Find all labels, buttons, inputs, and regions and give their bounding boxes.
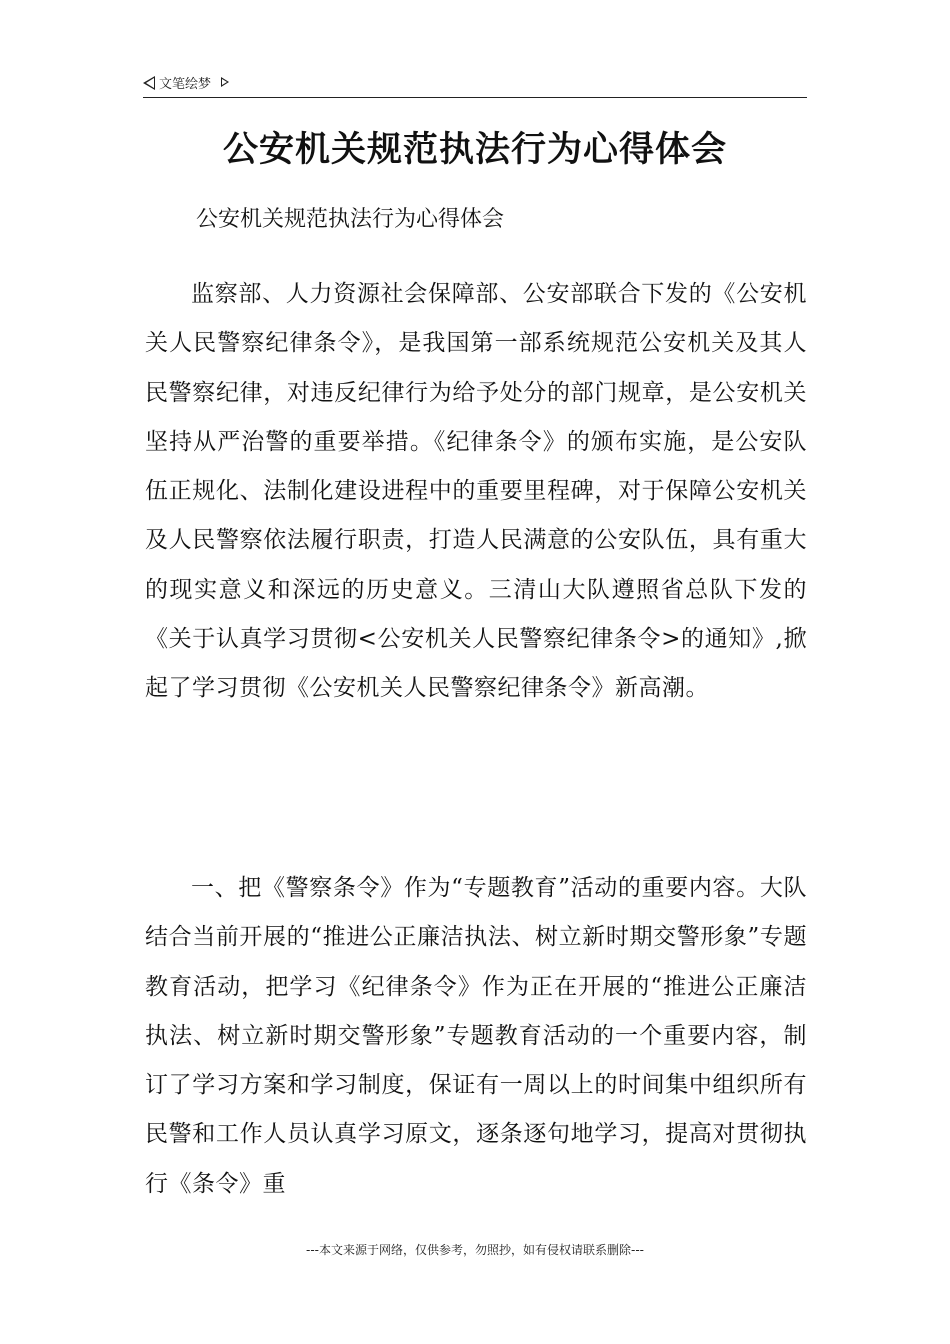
header-divider — [143, 97, 807, 98]
document-title: 公安机关规范执法行为心得体会 — [222, 129, 727, 170]
page-header — [143, 74, 807, 96]
body-paragraph-1: 监察部、人力资源社会保障部、公安部联合下发的《公安机关人民警察纪律条令》，是我国第一部系统规范公安机关及其人民警察纪律，对违反纪律行为给予处分的部门规章，是公安机关坚持从严治警的重要举措。《纪律条令》的颁布实施，是公安队伍正规化、法制化建设进程中的重要里程碑，对于保障公安机关及人民警察依法履行职责，打造人民满意的公安队伍，具有重大的现实意义和深远的历史意义。三清山大队遵照省总队下发的《关于认真学习贯彻<公安机关人民警察纪律条令>的通知》,掀起了学习贯彻《公安机关人民警察纪律条令》新高潮。 — [145, 281, 807, 702]
footer-disclaimer: ---本文来源于网络，仅供参考，勿照抄，如有侵权请联系删除--- — [306, 1243, 644, 1257]
document-subtitle: 公安机关规范执法行为心得体会 — [196, 207, 505, 232]
header-brand: 文笔绘梦 — [159, 77, 212, 92]
body-paragraph-2: 一、把《警察条令》作为“专题教育”活动的重要内容。大队结合当前开展的“推进公正廉洁执法、树立新时期交警形象”专题教育活动，把学习《纪律条令》作为正在开展的“推进公正廉洁执法、树立新时期交警形象”专题教育活动的一个重要内容，制订了学习方案和学习制度，保证有一周以上的时间集中组织所有民警和工作人员认真学习原文，逐条逐句地学习，提高对贯彻执行《条令》重 — [145, 875, 807, 1197]
triangle-left-icon — [143, 76, 155, 90]
triangle-right-icon — [221, 77, 229, 87]
